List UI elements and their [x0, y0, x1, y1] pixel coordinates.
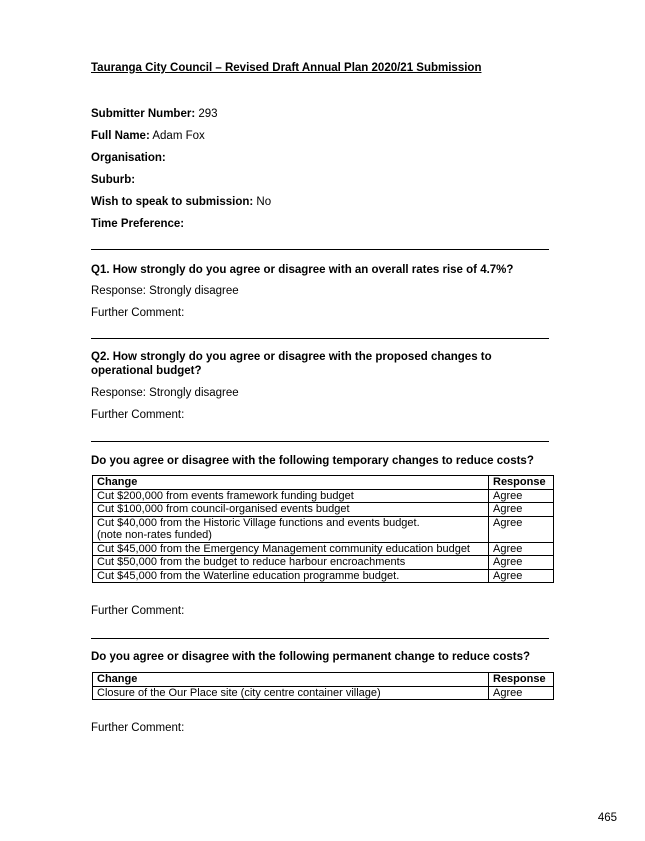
submitter-number-value: 293 [198, 108, 218, 120]
table-row [93, 489, 554, 503]
permanent-further-comment: Further Comment: [91, 722, 185, 734]
permanent-change-table [92, 672, 554, 700]
organisation-field [91, 152, 166, 164]
full-name-value: Adam Fox [152, 130, 205, 142]
table-row [93, 503, 554, 517]
submitter-number-field [91, 108, 218, 120]
table-row [93, 542, 554, 556]
change-cell: Cut $100,000 from council-organised events budget [93, 503, 489, 517]
speak-field [91, 196, 271, 208]
speak-value: No [256, 196, 272, 208]
full-name-label: Full Name: [91, 130, 150, 142]
q1-response: Response: Strongly disagree [91, 285, 239, 297]
response-cell: Agree [489, 542, 554, 556]
section-divider [91, 338, 549, 339]
response-cell: Agree [489, 686, 554, 700]
section-divider [91, 638, 549, 639]
table-row [93, 516, 554, 542]
time-preference-label: Time Preference: [91, 218, 185, 230]
temporary-further-comment: Further Comment: [91, 605, 185, 617]
organisation-label: Organisation: [91, 152, 166, 164]
speak-label: Wish to speak to submission: [91, 196, 254, 208]
time-preference-field [91, 218, 184, 230]
table-row [93, 686, 554, 700]
response-cell: Agree [489, 489, 554, 503]
submitter-number-label: Submitter Number: [91, 108, 196, 120]
change-cell: Cut $50,000 from the budget to reduce harbour encroachments [93, 556, 489, 570]
change-cell: Cut $200,000 from events framework funding budget [93, 489, 489, 503]
response-cell: Agree [489, 516, 554, 542]
table-header-row [93, 476, 554, 490]
change-cell: Cut $45,000 from the Waterline education programme budget. [93, 569, 489, 583]
change-column-header: Change [93, 476, 489, 490]
section-divider [91, 249, 549, 250]
change-column-header: Change [93, 673, 489, 687]
document-title: Tauranga City Council – Revised Draft Annual Plan 2020/21 Submission [91, 62, 482, 74]
table-row [93, 556, 554, 570]
change-text: Cut $40,000 from the Historic Village functions and events budget. [97, 516, 420, 529]
response-cell: Agree [489, 569, 554, 583]
change-cell [93, 516, 489, 542]
temporary-changes-question: Do you agree or disagree with the following temporary changes to reduce costs? [91, 455, 534, 467]
suburb-label: Suburb: [91, 174, 136, 186]
table-header-row [93, 673, 554, 687]
table-row [93, 569, 554, 583]
page-number: 465 [597, 812, 617, 824]
temporary-changes-table [92, 475, 554, 583]
q1-further-comment: Further Comment: [91, 307, 185, 319]
full-name-field [91, 130, 205, 142]
q2-further-comment: Further Comment: [91, 409, 185, 421]
response-cell: Agree [489, 556, 554, 570]
response-column-header: Response [489, 476, 554, 490]
q2-response: Response: Strongly disagree [91, 387, 239, 399]
q1-question: Q1. How strongly do you agree or disagree with an overall rates rise of 4.7%? [91, 264, 514, 276]
change-cell: Closure of the Our Place site (city centre container village) [93, 686, 489, 700]
q2-question: Q2. How strongly do you agree or disagree with the proposed changes to operational budget? [91, 351, 492, 377]
change-cell: Cut $45,000 from the Emergency Management community education budget [93, 542, 489, 556]
response-cell: Agree [489, 503, 554, 517]
change-note: (note non-rates funded) [97, 529, 212, 541]
permanent-change-question: Do you agree or disagree with the following permanent change to reduce costs? [91, 651, 530, 663]
section-divider [91, 441, 549, 442]
response-column-header: Response [489, 673, 554, 687]
suburb-field [91, 174, 135, 186]
